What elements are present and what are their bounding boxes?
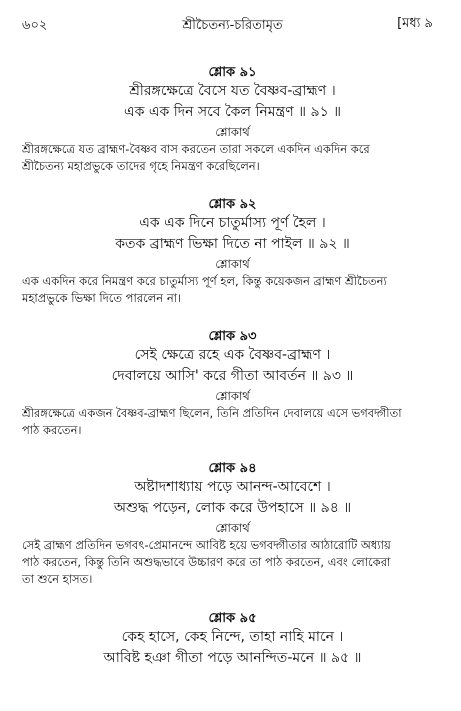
running-header (22, 12, 443, 34)
verse-heading: শ্লোক ৯৩ (208, 329, 257, 344)
verse-line: শ্রীরঙ্গক্ষেত্রে বৈসে যত বৈষ্ণব-ব্রাহ্মণ । (129, 83, 336, 99)
verse-line: আবিষ্ট হঞা গীতা পড়ে আনন্দিত-মনে ॥ ৯৫ ॥ (103, 650, 362, 666)
translation-line: তা শুনে হাসত। (22, 572, 93, 586)
verse-line: দেবালয়ে আসি' করে গীতা আবর্তন ॥ ৯৩ ॥ (111, 368, 354, 384)
verse-heading: শ্লোক ৯১ (208, 65, 257, 80)
verse-95 (22, 610, 443, 669)
verse-line: অশুদ্ধ পড়েন, লোক করে উপহাসে ॥ ৯৪ ॥ (113, 500, 352, 516)
page-number: ৬০২ (22, 18, 48, 33)
verse-heading: শ্লোক ৯৫ (208, 611, 257, 626)
verse-line: কেহ হাসে, কেহ নিন্দে, তাহা নাহি মানে । (121, 629, 344, 645)
book-title: শ্রীচৈতন্য-চরিতামৃত (182, 18, 283, 33)
translation-heading: শ্লোকার্থ (215, 389, 250, 403)
translation-line: শ্রীচৈতন্য মহাপ্রভুকে তাদের গৃহে নিমন্ত্রণ করেছিলেন। (22, 159, 260, 173)
translation-heading: শ্লোকার্থ (215, 521, 250, 535)
translation-line: এক একদিন করে নিমন্ত্রণ করে চাতুর্মাস্য পূর্ণ হল, কিন্তু কয়েকজন ব্রাহ্মণ শ্রীচৈতন্য (22, 274, 387, 288)
translation-line: পাঠ করতেন। (22, 423, 82, 437)
verse-heading: শ্লোক ৯৪ (208, 461, 257, 476)
translation-line: পাঠ করতেন, কিন্তু তিনি অশুদ্ধভাবে উচ্চারণ করে তা পাঠ করতেন, এবং লোকেরা (22, 555, 391, 569)
verse-92 (22, 196, 443, 307)
translation-line: মহাপ্রভুকে ভিক্ষা দিতে পারলেন না। (22, 291, 182, 305)
verse-line: এক এক দিন সবে কৈল নিমন্ত্রণ ॥ ৯১ ॥ (123, 104, 342, 120)
verse-line: সেই ক্ষেত্রে রহে এক বৈষ্ণব-ব্রাহ্মণ । (134, 347, 331, 363)
verse-line: এক এক দিনে চাতুর্মাস্য পূর্ণ হৈল । (139, 215, 326, 231)
verse-line: কতক ব্রাহ্মণ ভিক্ষা দিতে না পাইল ॥ ৯২ ॥ (115, 236, 350, 252)
translation-heading: শ্লোকার্থ (215, 125, 250, 139)
translation-line: সেই ব্রাহ্মণ প্রতিদিন ভগবৎ-প্রেমানন্দে আবিষ্ট হয়ে ভগবদ্গীতার আঠারোটি অধ্যায় (22, 538, 391, 552)
verse-94 (22, 460, 443, 588)
verse-91 (22, 64, 443, 175)
section-label: [মধ্য ৯ (397, 16, 433, 31)
translation-line: শ্রীরঙ্গক্ষেত্রে যত ব্রাহ্মণ-বৈষ্ণব বাস করতেন তারা সকলে একদিন একদিন করে (22, 142, 370, 156)
verse-heading: শ্লোক ৯২ (208, 197, 257, 212)
translation-heading: শ্লোকার্থ (215, 257, 250, 271)
translation-line: শ্রীরঙ্গক্ষেত্রে একজন বৈষ্ণব-ব্রাহ্মণ ছিলেন, তিনি প্রতিদিন দেবালয়ে এসে ভগবদ্গীতা (22, 406, 402, 420)
verse-line: অষ্টাদশাধ্যায় পড়ে আনন্দ-আবেশে । (134, 479, 331, 495)
verse-93 (22, 328, 443, 439)
